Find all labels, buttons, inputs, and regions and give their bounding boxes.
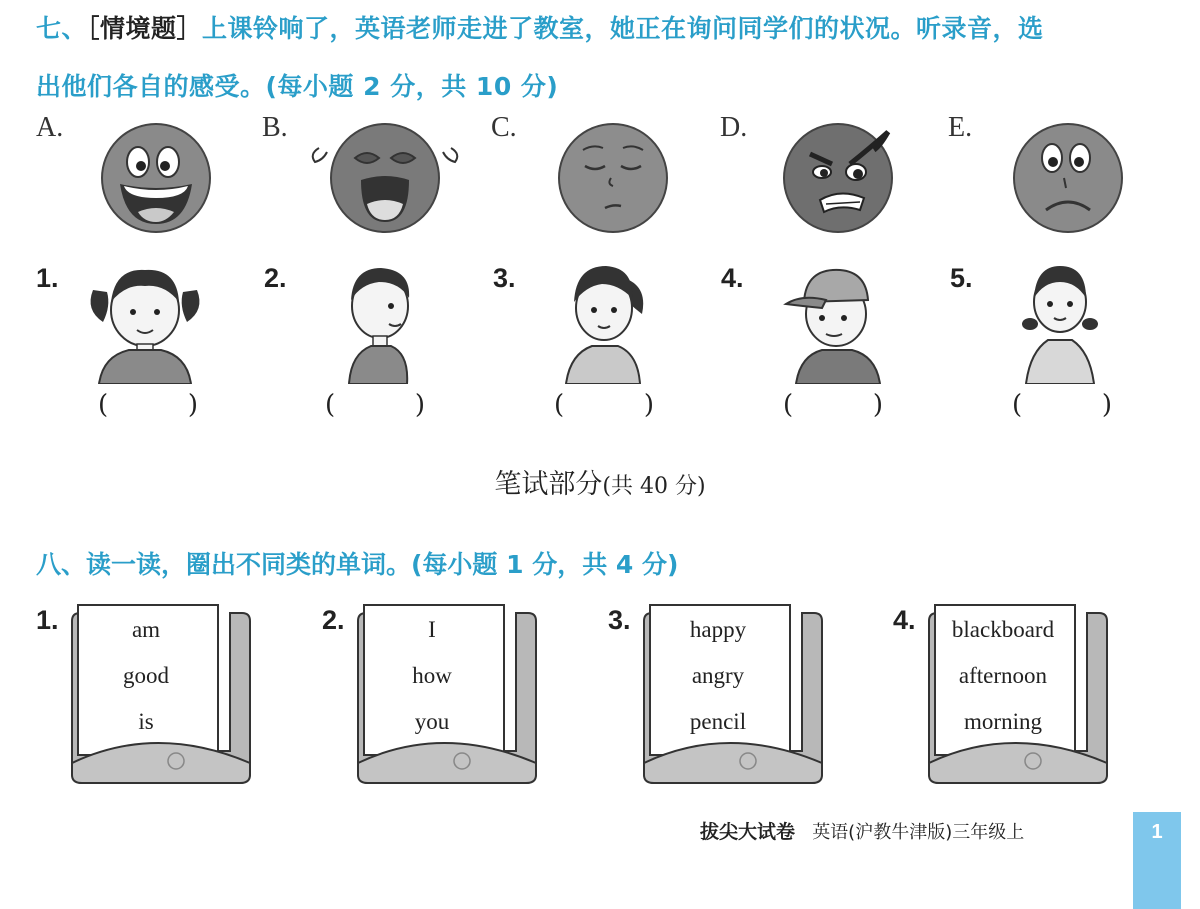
card-number: 3. [608,605,631,635]
card-number: 1. [36,605,59,635]
option-a-label: A. [36,112,64,143]
crying-face-icon [305,118,465,236]
card-word[interactable]: how [412,663,452,688]
boy-illustration [335,262,425,384]
written-section-heading [0,462,1200,501]
question-7-instruction [36,0,1186,116]
written-section-points: (共 40 分) [602,474,706,499]
angry-face-icon [780,118,900,236]
question-3-number: 3. [493,263,516,293]
answer-blank-1[interactable]: ( ) [98,390,198,420]
word-card-2 [322,603,542,788]
card-word[interactable]: pencil [689,709,747,734]
question-7-text-line2: 出他们各自的感受。(每小题 2 分，共 10 分) [36,72,559,101]
girl-short-hair-illustration [562,262,652,384]
page-number: 1 [1151,821,1163,843]
card-word[interactable]: happy [689,617,747,642]
tired-face-icon [555,120,671,236]
question-7-text-line1: 上课铃响了，英语老师走进了教室，她正在询问同学们的状况。听录音，选 [202,14,1044,43]
scenario-tag: ［情境题］ [87,14,203,43]
girl-pigtails-illustration [85,262,205,384]
card-word[interactable]: I [428,617,436,642]
card-number: 2. [322,605,345,635]
sad-face-icon [1010,120,1126,236]
option-c-label: C. [491,112,517,143]
option-e-label: E. [948,112,973,143]
question-7-number: 七、 [36,14,88,43]
card-word[interactable]: you [414,709,450,734]
card-word[interactable]: morning [964,709,1042,734]
card-word[interactable]: good [123,663,169,688]
word-card-3 [608,603,828,788]
word-card-4 [893,603,1113,788]
footer-caption [700,817,1024,844]
question-5-number: 5. [950,263,973,293]
question-1-number: 1. [36,263,59,293]
answer-blank-5[interactable]: ( ) [1012,390,1112,420]
word-card-1 [36,603,256,788]
written-section-title: 笔试部分 [494,469,603,500]
footer-brand: 拔尖大试卷 [700,821,796,843]
card-word[interactable]: blackboard [951,617,1055,642]
question-8-instruction: 八、读一读，圈出不同类的单词。(每小题 1 分，共 4 分) [36,550,679,579]
option-b-label: B. [262,112,288,143]
option-d-label: D. [720,112,748,143]
card-word[interactable]: afternoon [958,663,1048,688]
boy-cap-illustration [782,262,892,384]
question-4-number: 4. [721,263,744,293]
card-word[interactable]: am [131,617,161,642]
card-word[interactable]: is [138,709,154,734]
answer-blank-2[interactable]: ( ) [325,390,425,420]
happy-face-icon [98,120,214,236]
answer-blank-4[interactable]: ( ) [783,390,883,420]
footer-subject: 英语(沪教牛津版)三年级上 [812,822,1025,843]
page-number-tab [1133,812,1181,909]
card-number: 4. [893,605,916,635]
question-2-number: 2. [264,263,287,293]
card-word[interactable]: angry [691,663,745,688]
girl-braids-illustration [1020,262,1100,384]
answer-blank-3[interactable]: ( ) [554,390,654,420]
